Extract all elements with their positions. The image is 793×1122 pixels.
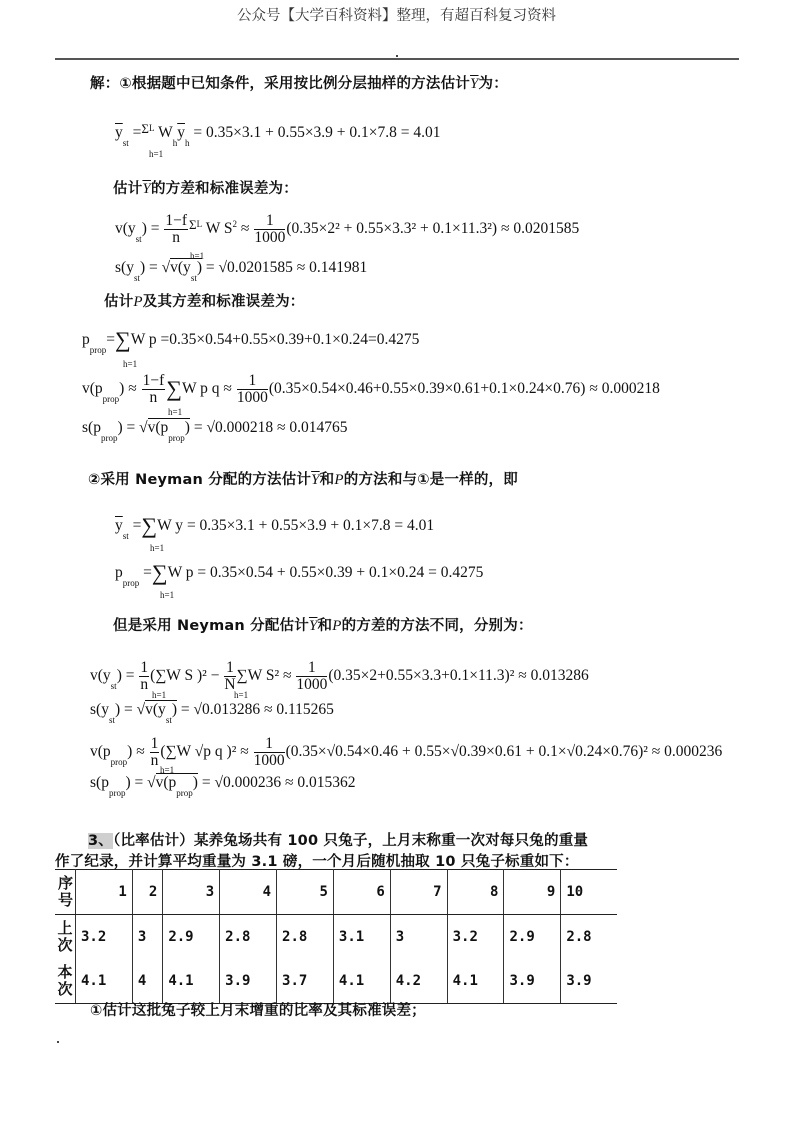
rhs: (0.35×2² + 0.55×3.3² + 0.1×11.3²) ≈ 0.0201585 — [286, 220, 580, 238]
frac-num: 1 — [254, 213, 285, 230]
lhs: s(p — [90, 774, 109, 791]
lhs: p — [82, 331, 90, 348]
frac-den: 1000 — [254, 229, 286, 246]
var-Y: $\overline{Y}$ — [311, 472, 320, 488]
frac-num: 1−f — [165, 212, 187, 229]
problem-text-line1: （比率估计）某养兔场共有 100 只兔子，上月末称重一次对每只兔的重量 — [113, 833, 589, 849]
row-header-previous — [55, 915, 76, 960]
frac-den: n — [140, 676, 149, 693]
sigma-bottom: h=1 — [123, 359, 138, 369]
lhs-sub: st — [133, 273, 140, 283]
part2-var-intro — [113, 614, 533, 635]
current-cell: 3.9 — [220, 959, 277, 1004]
index-cell: 3 — [163, 870, 220, 915]
p-heading — [104, 290, 304, 311]
term: W y — [157, 517, 184, 534]
part2-var-intro-text: 但是采用 Neyman 分配估计 — [113, 618, 309, 634]
previous-cell: 3.2 — [76, 915, 133, 960]
frac-num: 1 — [140, 659, 149, 676]
and: 和 — [317, 618, 333, 634]
rhs: (0.35×2+0.55×3.3+0.1×11.3)² ≈ 0.013286 — [328, 667, 589, 685]
fraction — [150, 736, 160, 769]
index-cell: 8 — [447, 870, 504, 915]
lhs: s(y — [90, 701, 109, 718]
rhs: = 0.35×0.54 + 0.55×0.39 + 0.1×0.24 = 0.4275 — [197, 564, 484, 581]
formula-neyman-ybar: $\overline{y}_{st} =\sum W$ y = 0.35×3.1 + 0.55×3.9 + 0.1×7.8 = 4.01 — [115, 513, 435, 541]
lhs: v(p — [82, 380, 103, 398]
var-P: P — [133, 294, 143, 310]
index-cell: 1 — [76, 870, 133, 915]
part1-intro-end: 为： — [478, 76, 508, 92]
index-cell: 5 — [277, 870, 334, 915]
sigma-bottom: h=1 — [152, 690, 167, 700]
rhs: = √0.000218 ≈ 0.014765 — [193, 419, 348, 436]
p-heading-end: 及其方差和标准误差为： — [142, 294, 305, 310]
var-P: P — [334, 472, 344, 488]
sigma-bottom: h=1 — [160, 765, 175, 775]
problem3-line1 — [88, 829, 588, 850]
previous-cell: 2.8 — [220, 915, 277, 960]
lhs-sub: prop — [102, 394, 120, 405]
sigma-top: L — [148, 123, 155, 133]
formula-s-p: $s(p_{prop}) = √v(p_{prop}) = √0.000218 \approx 0.014765$ — [82, 419, 348, 443]
formula-neyman-v-p: $v(p_{prop})$ ≈ $\frac{1}{n}$ (∑W √p q )² ≈ $\frac{1}{1000}$ (0.35×√0.54×0.46 + 0.55×√0.39×0.61 + 0.1×√0.24×0.76)² ≈ 0.000236 — [90, 735, 723, 769]
formula-v-p: $v(p_{prop})$ ≈ $\frac{1-f}{n}$ ∑W p q ≈ $\frac{1}{1000}$ (0.35×0.54×0.46+0.55×0.39×0.61+0.1×0.24×0.76) ≈ 0.000218 — [82, 372, 660, 406]
sigma-bottom: h=1 — [168, 407, 183, 417]
formula-p-prop: $p_{prop}=\sum W$ p =0.35×0.54+0.55×0.39+0.1×0.24=0.4275 — [82, 327, 420, 355]
frac-num: 1 — [254, 736, 285, 753]
sigma-bottom: h=1 — [234, 690, 249, 700]
previous-cell: 2.9 — [163, 915, 220, 960]
var-heading-text: 估计 — [113, 181, 143, 197]
frac-num: 1 — [150, 735, 159, 752]
frac-den: 1000 — [296, 676, 328, 693]
row-header-current — [55, 959, 76, 1004]
fraction — [254, 736, 285, 769]
term: W p — [167, 564, 194, 581]
row-header-label: 本次 — [57, 963, 73, 998]
formula-neyman-p: $p_{prop} =\sum W$ p = 0.35×0.54 + 0.55×0.39 + 0.1×0.24 = 0.4275 — [115, 560, 484, 588]
fraction — [237, 373, 268, 406]
sigma-bottom: h=1 — [150, 543, 165, 553]
term: W p q — [181, 380, 220, 398]
rhs: = 0.35×3.1 + 0.55×3.9 + 0.1×7.8 = 4.01 — [186, 517, 435, 534]
index-cell: 4 — [220, 870, 277, 915]
formula-s-ybar: $s(y_{st}) = √v(y_{st}) = √0.0201585 \approx 0.141981$ — [115, 259, 368, 283]
lhs: $\overline{y}$ — [115, 517, 123, 534]
part2-intro-text: ②采用 Neyman 分配的方法估计 — [88, 472, 312, 488]
decorative-dot — [396, 55, 398, 57]
part1-intro — [90, 72, 508, 93]
previous-cell: 3.2 — [447, 915, 504, 960]
lhs: v(p — [90, 743, 111, 761]
var-heading — [113, 177, 298, 198]
fraction — [142, 373, 166, 406]
fraction — [254, 213, 285, 246]
index-cell: 2 — [132, 870, 162, 915]
rhs: (0.35×0.54×0.46+0.55×0.39×0.61+0.1×0.24×0.76) ≈ 0.000218 — [268, 380, 660, 398]
current-cell: 4.1 — [163, 959, 220, 1004]
lhs-sub: prop — [89, 345, 107, 355]
row-header-label: 上次 — [57, 919, 73, 954]
part2-intro-end: 的方法和与①是一样的，即 — [343, 472, 518, 488]
var-P: P — [332, 618, 342, 634]
frac-den: N — [224, 676, 236, 693]
current-cell: 3.9 — [561, 959, 617, 1004]
current-cell: 4 — [132, 959, 162, 1004]
var-Y: $\overline{Y}$ — [469, 76, 479, 92]
question-1: ①估计这批兔子较上月末增重的比率及其标准误差； — [90, 1003, 426, 1019]
part1-intro-text: 解：①根据题中已知条件，采用按比例分层抽样的方法估计 — [90, 76, 470, 92]
frac-den: 1000 — [253, 752, 285, 769]
current-cell: 4.2 — [390, 959, 447, 1004]
formula-neyman-s-ybar: $s(y_{st}) = √v(y_{st}) = √0.013286 \approx 0.115265$ — [90, 701, 334, 725]
current-cell: 4.1 — [333, 959, 390, 1004]
rabbit-weight-table — [55, 869, 617, 1004]
frac-num: 1−f — [142, 372, 165, 389]
fraction — [139, 660, 149, 693]
current-cell: 4.1 — [76, 959, 133, 1004]
sigma-bottom: h=1 — [160, 590, 175, 600]
lhs-sub: prop — [110, 757, 128, 768]
fraction — [296, 660, 327, 693]
lhs: p — [115, 564, 123, 581]
lhs-sub: st — [122, 531, 129, 541]
rhs: = √0.000236 ≈ 0.015362 — [201, 774, 356, 791]
problem3-line2: 作了纪录，并计算平均重量为 3.1 磅，一个月后随机抽取 10 只兔子标重如下： — [55, 854, 579, 870]
term: W p — [130, 331, 157, 348]
term2: $\overline{y}$ — [177, 124, 185, 141]
frac-num: 1 — [296, 660, 327, 677]
rhs: =0.35×0.54+0.55×0.39+0.1×0.24=0.4275 — [160, 331, 420, 348]
previous-cell: 3.1 — [333, 915, 390, 960]
fraction — [164, 213, 188, 246]
current-cell: 3.9 — [504, 959, 561, 1004]
decorative-dot — [57, 1041, 59, 1043]
lhs-sub: prop — [122, 578, 140, 588]
row-header-label: 序号 — [57, 874, 73, 909]
lhs-sub: st — [122, 138, 129, 148]
previous-cell: 2.9 — [504, 915, 561, 960]
sigma-top: L — [196, 219, 203, 230]
formula-v-ybar: $v(y_{st})$ = $\frac{1-f}{n}$ $^{\Sigma L}$ W $S^2$ ≈ $\frac{1}{1000}$ (0.35×2² + 0.55×3.3² + 0.1×11.3²) ≈ 0.0201585 — [115, 212, 580, 246]
part2-var-intro-end: 的方差的方法不同，分别为： — [341, 618, 533, 634]
table-row-index — [55, 870, 617, 915]
lhs-sub: st — [135, 234, 142, 245]
lhs: $\overline{y}$ — [115, 124, 123, 141]
previous-cell: 2.8 — [277, 915, 334, 960]
header-rule — [55, 58, 739, 60]
term-sub: h — [172, 138, 178, 148]
var-Y: $\overline{Y}$ — [308, 618, 318, 634]
frac-den: n — [150, 752, 159, 769]
previous-cell: 2.8 — [561, 915, 617, 960]
lhs-sub: st — [110, 681, 117, 692]
term1: (∑W S )² — [150, 667, 207, 685]
formula-neyman-v-ybar: $v(y_{st})$ = $\frac{1}{n}$ (∑W S )² − $\frac{1}{N}$ ∑W S² ≈ $\frac{1}{1000}$ (0.35×2+0.55×3.3+0.1×11.3)² ≈ 0.013286 — [90, 659, 589, 693]
term: W — [158, 124, 173, 141]
sigma-bottom: h=1 — [190, 251, 205, 261]
lhs: v(y — [90, 667, 111, 685]
index-cell: 7 — [390, 870, 447, 915]
frac-den: 1000 — [236, 389, 268, 406]
frac-num: 1 — [237, 373, 268, 390]
problem-number: 3、 — [88, 833, 113, 849]
previous-cell: 3 — [132, 915, 162, 960]
frac-num: 1 — [226, 659, 234, 676]
rhs: = 0.35×3.1 + 0.55×3.9 + 0.1×7.8 = 4.01 — [193, 124, 441, 141]
lhs: s(p — [82, 419, 101, 436]
fraction — [224, 660, 235, 693]
var-heading-end: 的方差和标准误差为： — [150, 181, 298, 197]
sigma-bottom: h=1 — [149, 149, 164, 159]
table-row-current — [55, 959, 617, 1004]
header-note: 公众号【大学百科资料】整理，有超百科复习资料 — [237, 8, 556, 24]
frac-den: n — [149, 389, 158, 406]
previous-cell: 3 — [390, 915, 447, 960]
rhs: (0.35×√0.54×0.46 + 0.55×√0.39×0.61 + 0.1×√0.24×0.76)² ≈ 0.000236 — [285, 743, 723, 761]
lhs: v(y — [115, 220, 136, 238]
index-cell: 10 — [561, 870, 617, 915]
current-cell: 4.1 — [447, 959, 504, 1004]
current-cell: 3.7 — [277, 959, 334, 1004]
frac-den: n — [172, 229, 181, 246]
index-cell: 9 — [504, 870, 561, 915]
formula-ybar-st: $\overline{y}_{st} =^{\Sigma L}$ $W_h\overline{y}_h = 0.35\times 3.1 + 0.55\times 3.9 + 0.1\times 7.8 = 4.01$ — [115, 121, 441, 148]
lhs-sub: st — [108, 715, 115, 725]
lhs-sub: prop — [108, 788, 126, 798]
term2: ∑W S² — [236, 667, 280, 685]
table-row-previous — [55, 915, 617, 960]
square: 2 — [232, 219, 238, 230]
term: (∑W √p q )² — [160, 743, 237, 761]
rhs: = √0.0201585 ≈ 0.141981 — [205, 259, 368, 276]
term: W S — [205, 220, 233, 238]
var-Y: $\overline{Y}$ — [142, 181, 151, 197]
lhs-sub: prop — [100, 433, 118, 443]
row-header-index — [55, 870, 76, 915]
lhs: s(y — [115, 259, 134, 276]
term2-sub: h — [184, 138, 190, 148]
formula-neyman-s-p: $s(p_{prop}) = √v(p_{prop}) = √0.000236 \approx 0.015362$ — [90, 774, 356, 798]
and: 和 — [319, 472, 335, 488]
p-heading-text: 估计 — [104, 294, 134, 310]
index-cell: 6 — [333, 870, 390, 915]
part2-intro — [88, 468, 518, 489]
rhs: = √0.013286 ≈ 0.115265 — [180, 701, 334, 718]
